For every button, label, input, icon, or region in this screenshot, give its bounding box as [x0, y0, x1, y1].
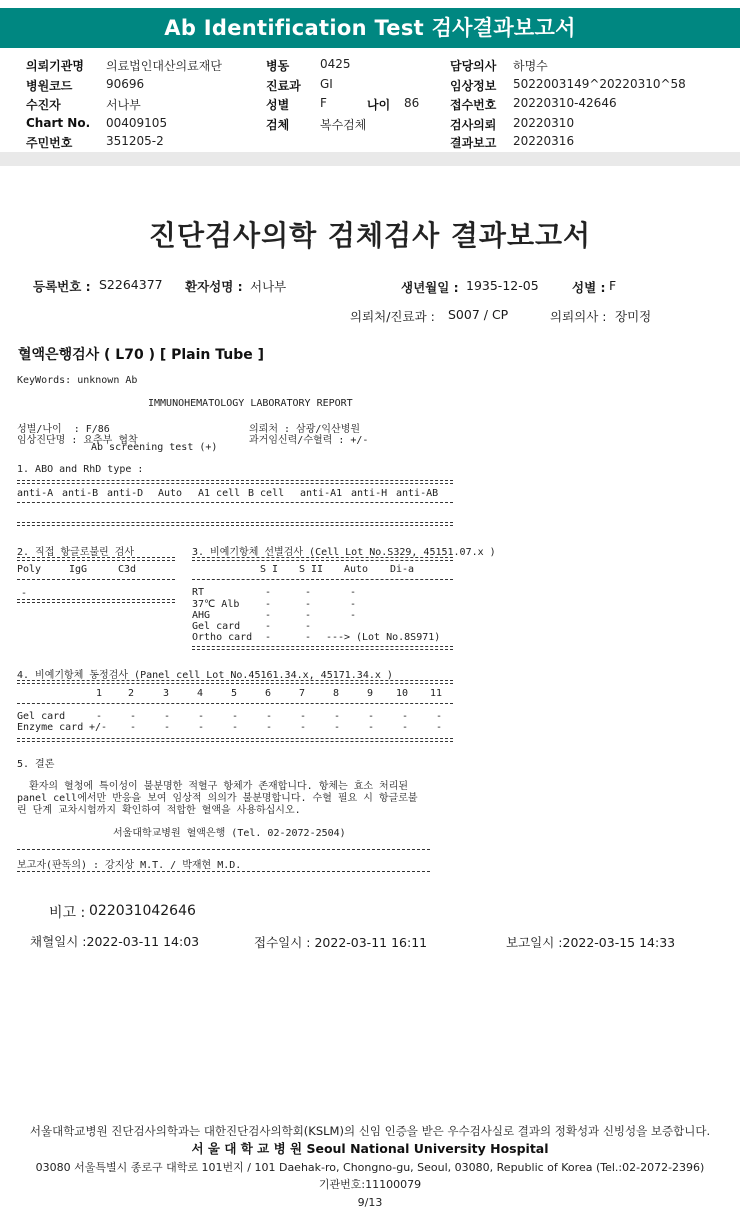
- panel-cell: -: [130, 722, 137, 733]
- page-separator: [0, 152, 740, 166]
- ias-title: 3. 비예기항체 선별검사 (Cell Lot No.S329, 45151.07.x ): [192, 547, 496, 558]
- requesting-doctor-label: 의뢰의사 :: [550, 309, 607, 324]
- blood-bank-contact: 서울대학교병원 혈액은행 (Tel. 02-2072-2504): [113, 828, 346, 839]
- sex-label: 성별: [266, 98, 290, 112]
- clinical-info-label: 임상정보: [450, 79, 497, 93]
- panel-cell: -: [198, 722, 205, 733]
- panel-header-3: 3: [163, 688, 170, 699]
- dat-rule-bottom: [17, 599, 175, 603]
- panel-cell: -: [368, 722, 375, 733]
- panel-cell: -: [402, 711, 409, 722]
- reporter-rule-bottom: [17, 871, 430, 872]
- ias-cell: -: [265, 587, 272, 598]
- panel-cell: -: [232, 722, 239, 733]
- reporter: 보고자(판독의) : 강지상 M.T. / 박재현 M.D.: [17, 860, 242, 871]
- panel-title: 4. 비예기항체 동정검사 (Panel cell Lot No.45161.34.x, 45171.34.x ): [17, 670, 393, 681]
- panel-header-5: 5: [231, 688, 238, 699]
- dat-rule-top: [17, 557, 175, 561]
- dob-value: 1935-12-05: [466, 278, 539, 293]
- ias-cell: -: [305, 587, 312, 598]
- panel-cell: -: [164, 711, 171, 722]
- ias-cell: -: [350, 587, 357, 598]
- physician-label: 담당의사: [450, 59, 497, 73]
- receipt-no-label: 접수번호: [450, 98, 497, 112]
- ias-rule-top: [192, 557, 453, 561]
- abo-header-anti-d: anti-D: [107, 488, 144, 499]
- abo-header-auto: Auto: [158, 488, 183, 499]
- abo-header-a1-cell: A1 cell: [198, 488, 241, 499]
- panel-cell: -: [266, 711, 273, 722]
- reporter-rule-top: [17, 849, 430, 850]
- department-value: GI: [320, 77, 333, 91]
- report-datetime: 보고일시 :2022-03-15 14:33: [506, 935, 676, 950]
- test-request-label: 검사의뢰: [450, 118, 497, 132]
- panel-row-label: Enzyme card: [17, 722, 84, 733]
- resident-no-value: 351205-2: [106, 134, 164, 148]
- panel-cell: -: [436, 711, 443, 722]
- ias-header-di-a: Di-a: [390, 564, 415, 575]
- conclusion-line: 린 단계 교차시험까지 확인하여 적합한 혈액을 사용하십시오.: [17, 805, 301, 816]
- physician-value: 하명수: [513, 59, 548, 73]
- panel-cell: -: [232, 711, 239, 722]
- report-title: 진단검사의학 검체검사 결과보고서: [148, 219, 592, 252]
- requesting-doctor-value: 장미정: [615, 309, 652, 324]
- result-report-value: 20220316: [513, 134, 575, 148]
- chart-no-value: 00409105: [106, 116, 168, 130]
- referring-institution-value: 의료법인대산의료재단: [106, 59, 222, 73]
- receipt-no-value: 20220310-42646: [513, 96, 617, 110]
- panel-rule-top: [17, 680, 453, 684]
- panel-cell: -: [436, 722, 443, 733]
- ias-header-s2: S II: [299, 564, 324, 575]
- ias-cell: -: [305, 621, 312, 632]
- panel-row-label: Gel card: [17, 711, 66, 722]
- ias-cell: -: [305, 599, 312, 610]
- notes-value: 022031042646: [89, 903, 196, 919]
- abo-rule-mid: [17, 502, 453, 503]
- screening-result: Ab screening test (+): [91, 442, 218, 453]
- collection-datetime: 채혈일시 :2022-03-11 14:03: [30, 934, 200, 949]
- clinical-info-value: 5022003149^20220310^58: [513, 77, 686, 91]
- panel-cell: +/-: [89, 722, 108, 733]
- panel-cell: -: [266, 722, 273, 733]
- specimen-value: 복수검체: [320, 118, 367, 132]
- lab-report-title: IMMUNOHEMATOLOGY LABORATORY REPORT: [148, 398, 353, 409]
- abo-header-anti-ab: anti-AB: [396, 488, 439, 499]
- patient-value: 서나부: [106, 98, 141, 112]
- abo-rule-bottom: [17, 522, 453, 526]
- result-report-label: 결과보고: [450, 136, 497, 150]
- panel-cell: -: [300, 722, 307, 733]
- specimen-label: 검체: [266, 118, 290, 132]
- test-request-value: 20220310: [513, 116, 575, 130]
- dept-value: S007 / CP: [448, 307, 509, 322]
- panel-cell: -: [300, 711, 307, 722]
- abo-header-anti-a1: anti-A1: [300, 488, 343, 499]
- patient-name-value: 서나부: [250, 279, 287, 294]
- conclusion-title: 5. 결론: [17, 759, 55, 770]
- accreditation-statement: 서울대학교병원 진단검사의학과는 대한진단검사의학회(KSLM)의 신임 인증을 받은 우수검사실로 결과의 정확성과 신빙성을 보증합니다.: [29, 1124, 711, 1138]
- sex-age: 성별/나이 : F/86: [17, 424, 110, 435]
- dat-header-c3d: C3d: [118, 564, 137, 575]
- ward-label: 병동: [266, 59, 290, 73]
- abo-header-anti-b: anti-B: [62, 488, 99, 499]
- keywords: KeyWords: unknown Ab: [17, 375, 138, 386]
- panel-header-6: 6: [265, 688, 272, 699]
- department-label: 진료과: [266, 79, 301, 93]
- hospital-name-en: Seoul National University Hospital: [306, 1141, 549, 1156]
- age-value: 86: [404, 96, 420, 110]
- panel-cell: -: [164, 722, 171, 733]
- dat-rule-mid: [17, 579, 175, 580]
- ias-cell: -: [265, 610, 272, 621]
- hospital-name-kr: 서 울 대 학 교 병 원: [191, 1141, 303, 1156]
- ias-row-label: Ortho card: [192, 632, 253, 643]
- patient-label: 수진자: [26, 98, 61, 112]
- ias-cell: -: [305, 610, 312, 621]
- hospital-name: [0, 1139, 740, 1157]
- dob-label: 생년월일 :: [401, 280, 459, 295]
- panel-cell: -: [96, 711, 103, 722]
- panel-rule-bottom: [17, 738, 453, 742]
- ias-cell: -: [265, 621, 272, 632]
- receipt-datetime: 접수일시 : 2022-03-11 16:11: [254, 935, 428, 950]
- abo-header-anti-h: anti-H: [351, 488, 388, 499]
- ias-cell: -: [265, 632, 272, 643]
- hospital-code-value: 90696: [106, 77, 145, 91]
- ias-arrow: --->: [326, 632, 351, 643]
- dat-header-igg: IgG: [69, 564, 88, 575]
- ias-row-label: AHG: [192, 610, 211, 621]
- panel-header-11: 11: [430, 688, 443, 699]
- referring-institution-label: 의뢰기관명: [26, 59, 84, 73]
- panel-header-8: 8: [333, 688, 340, 699]
- panel-header-4: 4: [197, 688, 204, 699]
- panel-cell: -: [130, 711, 137, 722]
- dat-value: -: [21, 588, 28, 599]
- abo-rule-top: [17, 480, 453, 484]
- dat-header-poly: Poly: [17, 564, 42, 575]
- ias-cell: -: [265, 599, 272, 610]
- ias-cell: -: [350, 610, 357, 621]
- ias-header-s1: S I: [260, 564, 279, 575]
- registration-value: S2264377: [99, 277, 163, 292]
- hospital-address: 03080 서울특별시 종로구 대학로 101번지 / 101 Daehak-ro, Chongno-gu, Seoul, 03080, Republic of Korea (Tel.:02-2072-2396): [35, 1161, 705, 1174]
- sex-value: F: [320, 96, 327, 110]
- page-number: 9/13: [357, 1196, 383, 1209]
- conclusion-line: 환자의 혈청에 특이성이 불분명한 적혈구 항체가 존재합니다. 항체는 효소 처리된: [17, 781, 409, 792]
- dept-label: 의뢰처/진료과 :: [350, 309, 435, 324]
- panel-cell: -: [334, 722, 341, 733]
- hospital-code-label: 병원코드: [26, 79, 73, 93]
- registration-label: 등록번호 :: [33, 279, 91, 294]
- abo-header-anti-a: anti-A: [17, 488, 54, 499]
- report-sex-value: F: [609, 278, 617, 293]
- ias-cell: -: [305, 632, 312, 643]
- ias-rule-bottom: [192, 646, 453, 650]
- ias-header-auto: Auto: [344, 564, 369, 575]
- panel-header-10: 10: [396, 688, 409, 699]
- abo-title: 1. ABO and RhD type :: [17, 464, 144, 475]
- section-title: 혈액은행검사 ( L70 ) [ Plain Tube ]: [18, 347, 265, 363]
- ias-row-label: RT: [192, 587, 205, 598]
- notes-label: 비고 :: [49, 905, 86, 921]
- dat-title: 2. 직접 항글로불린 검사: [17, 547, 135, 558]
- panel-header-9: 9: [367, 688, 374, 699]
- patient-name-label: 환자성명 :: [185, 279, 243, 294]
- pregnancy-transfusion-history: 과거임신력/수혈력 : +/-: [249, 435, 369, 446]
- ias-row-label: 37℃ Alb: [192, 599, 240, 610]
- ias-row-label: Gel card: [192, 621, 241, 632]
- panel-cell: -: [402, 722, 409, 733]
- resident-no-label: 주민번호: [26, 136, 73, 150]
- panel-cell: -: [198, 711, 205, 722]
- ias-rule-mid: [192, 579, 453, 580]
- referring-hospital: 의뢰처 : 삼광/익산병원: [249, 424, 361, 435]
- report-sex-label: 성별 :: [572, 280, 606, 295]
- clinical-diagnosis: 임상진단명 : 요추부 협착: [17, 435, 138, 446]
- report-banner: Ab Identification Test 검사결과보고서: [0, 8, 740, 48]
- panel-cell: -: [368, 711, 375, 722]
- abo-header-b-cell: B cell: [248, 488, 285, 499]
- chart-no-label: Chart No.: [26, 116, 91, 130]
- ias-cell: -: [350, 599, 357, 610]
- ias-lot-no: (Lot No.8S971): [356, 632, 441, 643]
- panel-header-1: 1: [96, 688, 103, 699]
- panel-header-2: 2: [128, 688, 135, 699]
- ward-value: 0425: [320, 57, 351, 71]
- institution-number: 기관번호:11100079: [318, 1178, 422, 1191]
- panel-cell: -: [334, 711, 341, 722]
- panel-rule-mid: [17, 703, 453, 704]
- conclusion-line: panel cell에서만 반응을 보여 임상적 의의가 불분명합니다. 수혈 필요 시 항글로불: [17, 793, 418, 804]
- panel-header-7: 7: [299, 688, 306, 699]
- age-label: 나이: [367, 98, 391, 112]
